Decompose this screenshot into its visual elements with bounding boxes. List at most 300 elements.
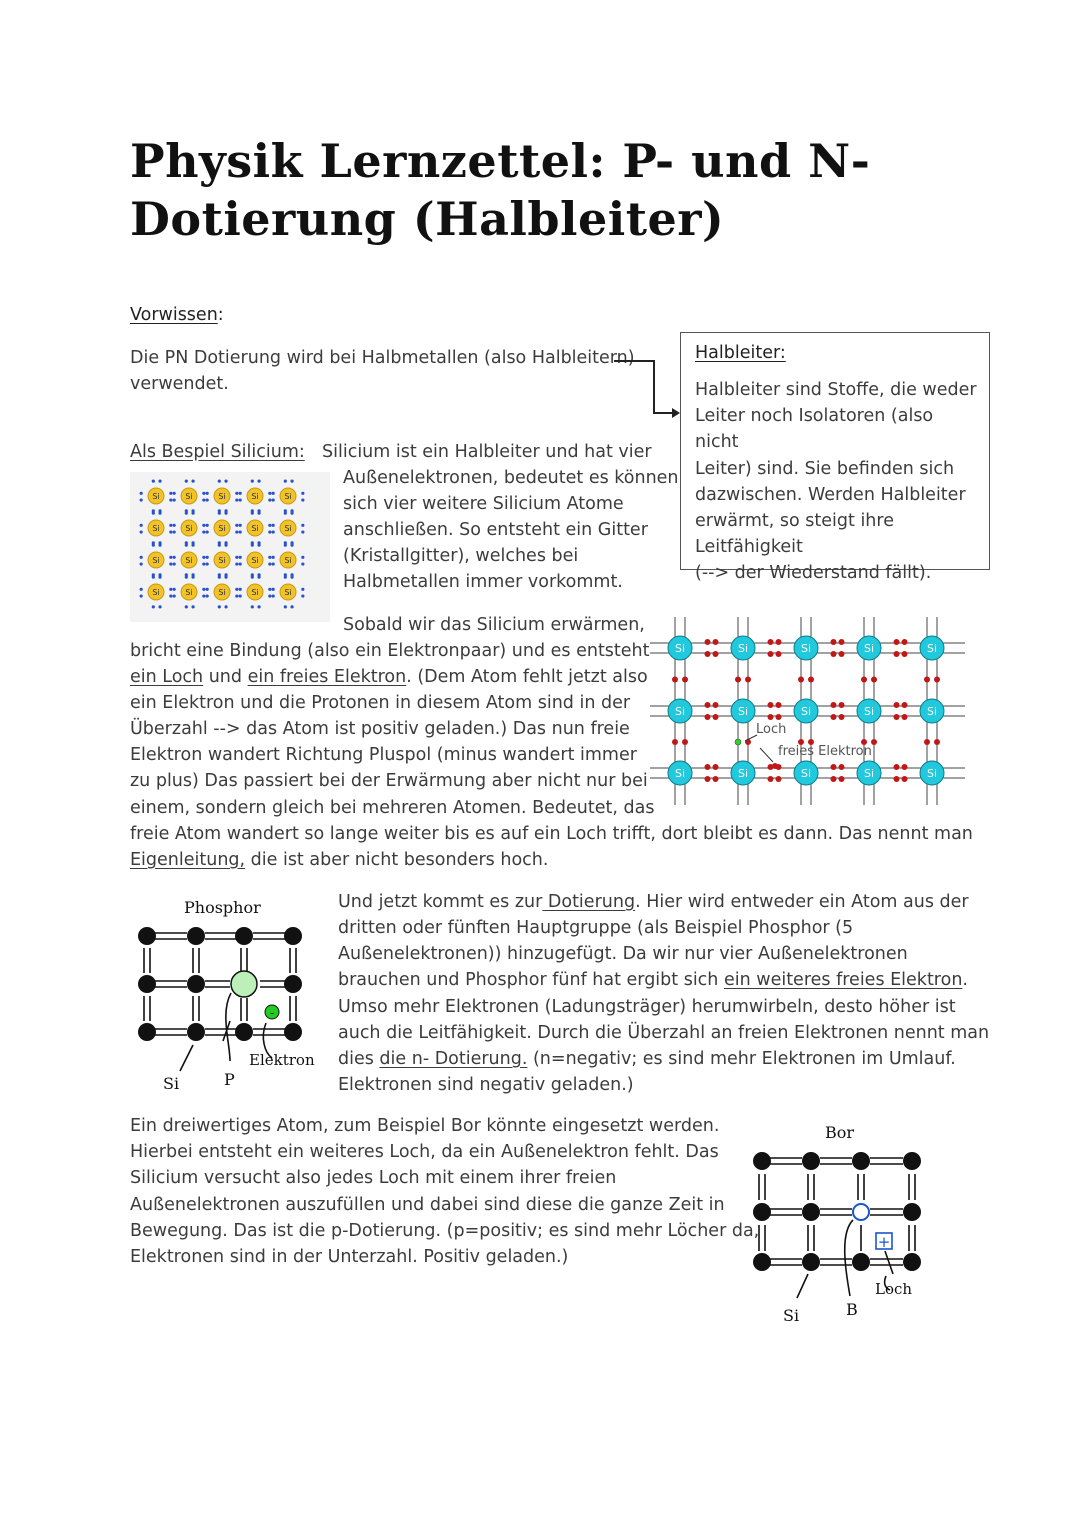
bond-electron (768, 714, 774, 720)
bond-electron (251, 576, 254, 579)
eigenleitung-line: ein Elektron und die Protonen in diesem Atom sind in der (130, 693, 631, 713)
bond-electron (713, 702, 719, 708)
p-label: P (224, 1070, 235, 1089)
si-atom-label: Si (926, 767, 938, 780)
bond-electron (239, 562, 242, 565)
bond-electron (173, 556, 176, 559)
eigenleitung-line: Überzahl --> das Atom ist positiv geladen.) Das nun freie (130, 719, 630, 739)
bond-electron (268, 498, 271, 501)
bond-electron (268, 530, 271, 533)
bond-electron (206, 498, 209, 501)
silicium-line: Silicium ist ein Halbleiter und hat vier (322, 442, 652, 462)
bond-electron (158, 480, 161, 483)
section-vorwissen (130, 305, 224, 325)
bor-bonds (759, 1158, 915, 1298)
n-dotierung-line: Umso mehr Elektronen (Ladungsträger) herumwirbeln, desto höher ist (338, 997, 956, 1017)
bond-electron (705, 776, 711, 782)
bond-electron (768, 702, 774, 708)
silicium-line: Halbmetallen immer vorkommt. (343, 572, 623, 592)
bond-electron (713, 714, 719, 720)
text-span: brauchen und Phosphor fünf hat ergibt sich (338, 970, 724, 990)
bond-electron (902, 714, 908, 720)
bond-electron (251, 512, 254, 515)
bond-electron (173, 530, 176, 533)
bond-electron (894, 702, 900, 708)
n-dotierung-line (338, 1046, 956, 1072)
bond-electron (268, 492, 271, 495)
bond-electron (768, 639, 774, 645)
bond-electron (158, 512, 161, 515)
p-dotierung-line: Bewegung. Das ist die p-Dotierung. (p=positiv; es sind mehr Löcher da, (130, 1220, 760, 1241)
eigenleitung-line: bricht eine Bindung (also ein Elektronpaar) und es entsteht (130, 641, 650, 661)
phosphor-atom (231, 971, 257, 997)
bond-electron (839, 702, 845, 708)
text-span: . (Dem Atom fehlt jetzt also (406, 667, 648, 687)
bond-electron (239, 588, 242, 591)
bond-electron (272, 556, 275, 559)
bond-electron (735, 677, 741, 683)
bond-electron (169, 524, 172, 527)
bond-electron (140, 492, 143, 495)
bond-electron (776, 702, 782, 708)
bond-electron (798, 677, 804, 683)
bond-electron (268, 594, 271, 597)
bond-electron (871, 677, 877, 683)
bond-electron (224, 512, 227, 515)
bond-electron (173, 498, 176, 501)
bond-electron (705, 764, 711, 770)
p-dotierung-line: Hierbei entsteht ein weiteres Loch, da ein Außenelektron fehlt. Das (130, 1142, 719, 1163)
bond-electron (272, 492, 275, 495)
bond-electron (185, 605, 188, 608)
bond-electron (272, 588, 275, 591)
bond-electron (169, 492, 172, 495)
si-atom-label: Si (800, 642, 812, 655)
term-freies-elektron: ein freies Elektron (247, 667, 407, 687)
bond-electron (272, 524, 275, 527)
bond-electron (301, 556, 304, 559)
bond-electron (268, 524, 271, 527)
bond-electron (140, 524, 143, 527)
box-line: dazwischen. Werden Halbleiter (695, 484, 966, 505)
bond-electron (185, 544, 188, 547)
bond-electron (202, 588, 205, 591)
bond-electron (140, 530, 143, 533)
bond-electron (268, 556, 271, 559)
si-atom-label: Si (152, 588, 160, 597)
bond-electron (768, 776, 774, 782)
bor-diagram (745, 1118, 940, 1328)
text-span: dies (338, 1049, 380, 1069)
bond-electron (206, 556, 209, 559)
silicium-line: Außenelektronen, bedeutet es können (343, 468, 679, 488)
bond-electron (206, 562, 209, 565)
bond-electron (290, 480, 293, 483)
bond-electron (290, 512, 293, 515)
free-electron (772, 763, 778, 769)
bond-electron (672, 739, 678, 745)
eigenleitung-line: freie Atom wandert so lange weiter bis es auf ein Loch trifft, dort bleibt es dann. Das nennt man (130, 824, 973, 844)
bond-electron (206, 530, 209, 533)
si-atom-label: Si (218, 524, 226, 533)
halbleiter-definition-box (680, 332, 990, 584)
bond-electron (251, 480, 254, 483)
si-atom-label: Si (152, 492, 160, 501)
bor-title: Bor (825, 1123, 855, 1142)
si-atom-label: Si (152, 556, 160, 565)
bond-electron (894, 651, 900, 657)
box-body (695, 377, 977, 587)
box-title: Halbleiter: (695, 343, 786, 363)
bond-electron (158, 605, 161, 608)
bond-electron (251, 544, 254, 547)
si-atom-label: Si (926, 642, 938, 655)
bond-electron (239, 524, 242, 527)
bond-electron (894, 764, 900, 770)
bond-electron (284, 576, 287, 579)
text-span: . Hier wird entweder ein Atom aus der (635, 892, 969, 912)
bond-electron (682, 739, 688, 745)
eigenleitung-lattice-diagram (645, 615, 970, 810)
bond-electron (202, 562, 205, 565)
plus-sign: + (877, 1233, 891, 1251)
n-dotierung-line: auch die Leitfähigkeit. Durch die Überzahl an freien Elektronen nennt man (338, 1023, 990, 1043)
bond-electron (713, 764, 719, 770)
bond-electron (290, 576, 293, 579)
bond-electron (202, 498, 205, 501)
bond-electron (301, 530, 304, 533)
bond-electron (235, 524, 238, 527)
bond-electron (224, 605, 227, 608)
bond-electron (272, 498, 275, 501)
si-atom-label: Si (251, 556, 259, 565)
bond-electron (808, 677, 814, 683)
bond-electron (206, 588, 209, 591)
si-label: Si (783, 1306, 800, 1325)
bond-electron (284, 480, 287, 483)
p-dotierung-line: Elektronen sind in der Unterzahl. Positiv geladen.) (130, 1247, 569, 1268)
connector-arrow (610, 355, 682, 425)
elektron-label: Elektron (249, 1051, 315, 1069)
bond-electron (218, 544, 221, 547)
si-atom-label: Si (185, 556, 193, 565)
bond-electron (301, 524, 304, 527)
bond-electron (202, 530, 205, 533)
bond-electron (902, 639, 908, 645)
bond-electron (152, 512, 155, 515)
box-line: Leiter) sind. Sie befinden sich (695, 458, 955, 479)
bond-electron (185, 512, 188, 515)
intro-line: Die PN Dotierung wird bei Halbmetallen (also Halbleitern) (130, 348, 635, 368)
bond-electron (301, 594, 304, 597)
bond-electron (831, 764, 837, 770)
box-line: Leiter noch Isolatoren (also nicht (695, 406, 934, 453)
bond-electron (871, 739, 877, 745)
si-atom-label: Si (185, 524, 193, 533)
bond-electron (924, 739, 930, 745)
eigenleitung-line: Sobald wir das Silicium erwärmen, (343, 615, 645, 635)
si-atom-label: Si (152, 524, 160, 533)
phosphor-title: Phosphor (184, 898, 261, 917)
bond-electron (152, 576, 155, 579)
si-atom-label: Si (737, 642, 749, 655)
box-line: (--> der Wiederstand fällt). (695, 563, 932, 584)
bond-electron (861, 677, 867, 683)
si-atom-label: Si (863, 705, 875, 718)
bond-electron (218, 480, 221, 483)
bond-electron (831, 776, 837, 782)
minus-sign: - (269, 1006, 275, 1020)
bond-electron (169, 556, 172, 559)
bond-electron (206, 594, 209, 597)
si-atom-label: Si (863, 642, 875, 655)
si-atom-label: Si (218, 588, 226, 597)
term-weiteres-freies-elektron: ein weiteres freies Elektron (723, 970, 963, 990)
si-atom-label: Si (863, 767, 875, 780)
bond-electron (301, 588, 304, 591)
phosphor-si-atoms (138, 927, 302, 1041)
bond-electron (902, 776, 908, 782)
si-atom-label: Si (737, 705, 749, 718)
bond-electron (169, 498, 172, 501)
bond-electron (169, 588, 172, 591)
intro-line: verwendet. (130, 374, 229, 395)
bond-electron (251, 605, 254, 608)
vorwissen-colon: : (217, 305, 224, 325)
eigenleitung-line: einem, sondern gleich bei mehreren Atomen. Bedeutet, das (130, 798, 655, 818)
term-n-dotierung: die n- Dotierung. (379, 1049, 528, 1069)
bond-electron (934, 739, 940, 745)
hole-marker (735, 739, 741, 745)
si-atom-label: Si (674, 705, 686, 718)
bond-electron (202, 594, 205, 597)
eigenleitung-line (130, 847, 548, 873)
bond-electron (169, 562, 172, 565)
loch-label: Loch (875, 1280, 913, 1298)
bond-electron (235, 492, 238, 495)
bond-electron (268, 562, 271, 565)
bond-electron (202, 524, 205, 527)
bond-electron (831, 639, 837, 645)
bond-electron (206, 524, 209, 527)
bond-electron (218, 512, 221, 515)
bond-electron (705, 639, 711, 645)
p-dotierung-line: Außenelektronen auszufüllen und dabei sind diese die ganze Zeit in (130, 1194, 725, 1215)
bor-si-atoms (753, 1152, 921, 1271)
bond-electron (140, 594, 143, 597)
bond-electron (776, 776, 782, 782)
bond-electron (839, 714, 845, 720)
eigenleitung-line: Elektron wandert Richtung Pluspol (minus wandert immer (130, 745, 637, 765)
bond-electron (672, 677, 678, 683)
text-span: und (203, 667, 248, 687)
bond-electron (235, 588, 238, 591)
bond-electron (224, 544, 227, 547)
bond-electron (140, 562, 143, 565)
si-atom-label: Si (284, 492, 292, 501)
bond-electron (272, 562, 275, 565)
bond-electron (191, 544, 194, 547)
bond-electron (224, 480, 227, 483)
bond-electron (191, 512, 194, 515)
bond-electron (902, 764, 908, 770)
bond-electron (202, 556, 205, 559)
bond-electron (290, 605, 293, 608)
bond-electron (235, 498, 238, 501)
bond-electron (239, 556, 242, 559)
box-line: Leitfähigkeit (695, 537, 803, 558)
bond-electron (301, 492, 304, 495)
box-line: Halbleiter sind Stoffe, die weder (695, 380, 977, 400)
bond-electron (745, 677, 751, 683)
bond-electron (257, 576, 260, 579)
bond-electron (705, 651, 711, 657)
bond-electron (173, 594, 176, 597)
bond-electron (301, 498, 304, 501)
bond-electron (934, 677, 940, 683)
bond-electron (257, 605, 260, 608)
bond-electron (705, 714, 711, 720)
bond-electron (185, 576, 188, 579)
bond-electron (239, 492, 242, 495)
bond-electron (839, 651, 845, 657)
bond-electron (924, 677, 930, 683)
silicium-lattice-diagram (130, 472, 330, 622)
bond-electron (235, 562, 238, 565)
bond-electron (173, 562, 176, 565)
bond-electron (284, 544, 287, 547)
n-dotierung-line (338, 967, 968, 993)
bond-electron (272, 594, 275, 597)
bond-electron (218, 576, 221, 579)
bond-electron (839, 639, 845, 645)
si-atom-label: Si (737, 767, 749, 780)
eigenleitung-line (130, 664, 648, 690)
bond-electron (705, 702, 711, 708)
bond-electron (173, 524, 176, 527)
bond-electron (257, 544, 260, 547)
si-atom-label: Si (800, 767, 812, 780)
si-atom-label: Si (284, 524, 292, 533)
bond-electron (713, 651, 719, 657)
p-dotierung-paragraph (130, 1113, 759, 1270)
bond-electron (140, 588, 143, 591)
bond-electron (235, 594, 238, 597)
loch-label: Loch (756, 722, 787, 737)
si-atom-label: Si (251, 524, 259, 533)
si-atom-label: Si (218, 492, 226, 501)
silicium-line: anschließen. So entsteht ein Gitter (343, 520, 648, 540)
n-dotierung-line (338, 889, 969, 915)
bond-electron (173, 492, 176, 495)
term-loch: ein Loch (130, 667, 204, 687)
bond-electron (268, 588, 271, 591)
si-atom-label: Si (284, 556, 292, 565)
bond-electron (831, 702, 837, 708)
bond-electron (776, 651, 782, 657)
bond-electron (185, 480, 188, 483)
bond-electron (235, 556, 238, 559)
bond-electron (284, 512, 287, 515)
b-label: B (846, 1300, 858, 1319)
bond-electron (152, 544, 155, 547)
page-title: Physik Lernzettel: P- und N- Dotierung (Halbleiter) (130, 134, 871, 246)
bond-electron (235, 530, 238, 533)
box-line: erwärmt, so steigt ihre (695, 511, 894, 532)
bond-electron (173, 588, 176, 591)
text-span: Und jetzt kommt es zur (338, 892, 543, 912)
bond-electron (218, 605, 221, 608)
elektron-pointer (760, 748, 773, 762)
term-eigenleitung: Eigenleitung, (130, 850, 246, 870)
term-dotierung: Dotierung (542, 892, 636, 912)
bond-electron (191, 480, 194, 483)
bond-electron (191, 605, 194, 608)
bond-electron (902, 702, 908, 708)
bond-electron (682, 677, 688, 683)
intro-paragraph (130, 345, 635, 397)
bond-electron (158, 576, 161, 579)
bond-electron (239, 498, 242, 501)
si-atom-label: Si (251, 588, 259, 597)
bond-electron (140, 556, 143, 559)
bond-electron (284, 605, 287, 608)
bond-electron (301, 562, 304, 565)
bond-electron (776, 639, 782, 645)
text-span: die ist aber nicht besonders hoch. (245, 850, 549, 870)
bond-electron (202, 492, 205, 495)
si-atom-label: Si (674, 642, 686, 655)
bond-electron (239, 594, 242, 597)
si-atom-label: Si (251, 492, 259, 501)
bond-electron (239, 530, 242, 533)
bond-electron (257, 480, 260, 483)
bond-electron (158, 544, 161, 547)
bond-electron (152, 605, 155, 608)
si-atom-label: Si (185, 492, 193, 501)
bond-electron (776, 714, 782, 720)
p-dotierung-line: Ein dreiwertiges Atom, zum Beispiel Bor könnte eingesetzt werden. (130, 1116, 720, 1136)
si-atom-label: Si (926, 705, 938, 718)
bond-electron (831, 651, 837, 657)
bond-electron (894, 639, 900, 645)
bond-electron (152, 480, 155, 483)
bond-electron (140, 498, 143, 501)
n-dotierung-line: dritten oder fünften Hauptgruppe (als Beispiel Phosphor (5 (338, 918, 854, 938)
bond-electron (206, 492, 209, 495)
si-atom-label: Si (185, 588, 193, 597)
bond-electron (831, 714, 837, 720)
text-span: (n=negativ; es sind mehr Elektronen im Umlauf. (527, 1049, 956, 1069)
bond-electron (272, 530, 275, 533)
bond-electron (224, 576, 227, 579)
bond-electron (894, 776, 900, 782)
text-span: . (962, 970, 968, 990)
silicium-line: (Kristallgitter), welches bei (343, 546, 579, 566)
n-dotierung-line: Elektronen sind negativ geladen.) (338, 1075, 634, 1095)
bond-electron (191, 576, 194, 579)
freies-elektron-label: freies Elektron (778, 744, 872, 759)
bond-electron (902, 651, 908, 657)
bond-electron (257, 512, 260, 515)
si-atom-label: Si (284, 588, 292, 597)
si-atom-label: Si (218, 556, 226, 565)
silicium-line: sich vier weitere Silicium Atome (343, 494, 624, 514)
bond-electron (894, 714, 900, 720)
vorwissen-label: Vorwissen (130, 305, 218, 325)
si-atom-label: Si (800, 705, 812, 718)
bor-atom (853, 1204, 869, 1220)
